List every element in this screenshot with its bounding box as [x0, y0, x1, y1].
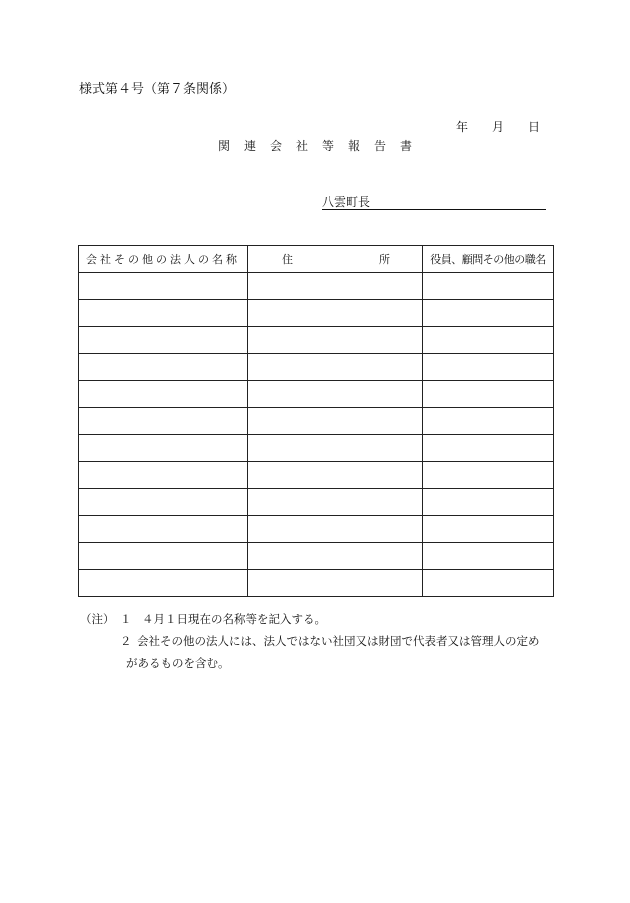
document-title: 関連会社等報告書	[218, 139, 427, 153]
address-cell[interactable]	[248, 543, 423, 570]
address-cell[interactable]	[248, 273, 423, 300]
column-header-position: 役員、顧問その他の職名	[423, 246, 554, 273]
table-row	[79, 354, 554, 381]
company-name-cell[interactable]	[79, 381, 248, 408]
position-cell[interactable]	[423, 516, 554, 543]
address-cell[interactable]	[248, 516, 423, 543]
table-row	[79, 327, 554, 354]
table-row	[79, 435, 554, 462]
table-row	[79, 381, 554, 408]
position-cell[interactable]	[423, 327, 554, 354]
address-cell[interactable]	[248, 489, 423, 516]
address-cell[interactable]	[248, 462, 423, 489]
company-name-cell[interactable]	[79, 300, 248, 327]
address-cell[interactable]	[248, 327, 423, 354]
position-cell[interactable]	[423, 570, 554, 597]
address-cell[interactable]	[248, 408, 423, 435]
company-name-cell[interactable]	[79, 327, 248, 354]
date-day-label: 日	[528, 120, 541, 134]
addressee: 八雲町長	[322, 193, 546, 210]
note-text: ４月１日現在の名称等を記入する。	[142, 612, 326, 626]
table-row	[79, 543, 554, 570]
position-cell[interactable]	[423, 543, 554, 570]
position-cell[interactable]	[423, 489, 554, 516]
column-header-address	[248, 246, 423, 273]
table-row	[79, 300, 554, 327]
note-text: 会社その他の法人には、法人ではない社団又は財団で代表者又は管理人の定め	[137, 634, 540, 648]
table-row	[79, 462, 554, 489]
column-header-address-part2: 所	[379, 253, 390, 266]
note-text-continued: があるものを含む。	[126, 656, 230, 670]
form-number: 様式第４号（第７条関係）	[79, 82, 236, 97]
position-cell[interactable]	[423, 381, 554, 408]
company-name-cell[interactable]	[79, 273, 248, 300]
position-cell[interactable]	[423, 354, 554, 381]
company-name-cell[interactable]	[79, 543, 248, 570]
company-name-cell[interactable]	[79, 435, 248, 462]
note-prefix: （注）	[80, 612, 115, 626]
position-cell[interactable]	[423, 300, 554, 327]
position-cell[interactable]	[423, 462, 554, 489]
table-row	[79, 273, 554, 300]
address-cell[interactable]	[248, 381, 423, 408]
column-header-address-part1: 住	[282, 253, 293, 266]
table-row	[79, 570, 554, 597]
address-cell[interactable]	[248, 300, 423, 327]
position-cell[interactable]	[423, 408, 554, 435]
address-cell[interactable]	[248, 570, 423, 597]
company-name-cell[interactable]	[79, 489, 248, 516]
company-name-cell[interactable]	[79, 354, 248, 381]
company-name-cell[interactable]	[79, 462, 248, 489]
report-table	[78, 245, 554, 597]
company-name-cell[interactable]	[79, 516, 248, 543]
table-row	[79, 516, 554, 543]
position-cell[interactable]	[423, 435, 554, 462]
table-row	[79, 408, 554, 435]
company-name-cell[interactable]	[79, 408, 248, 435]
address-cell[interactable]	[248, 354, 423, 381]
date-year-label: 年	[456, 120, 469, 134]
note-number: １	[120, 612, 132, 626]
table-body	[79, 273, 554, 597]
position-cell[interactable]	[423, 273, 554, 300]
table-row	[79, 489, 554, 516]
note-number: ２	[120, 634, 132, 648]
company-name-cell[interactable]	[79, 570, 248, 597]
column-header-company-name: 会社その他の法人の名称	[79, 246, 248, 273]
date-month-label: 月	[492, 120, 505, 134]
date-line	[456, 118, 540, 135]
table-header-row	[79, 246, 554, 273]
address-cell[interactable]	[248, 435, 423, 462]
